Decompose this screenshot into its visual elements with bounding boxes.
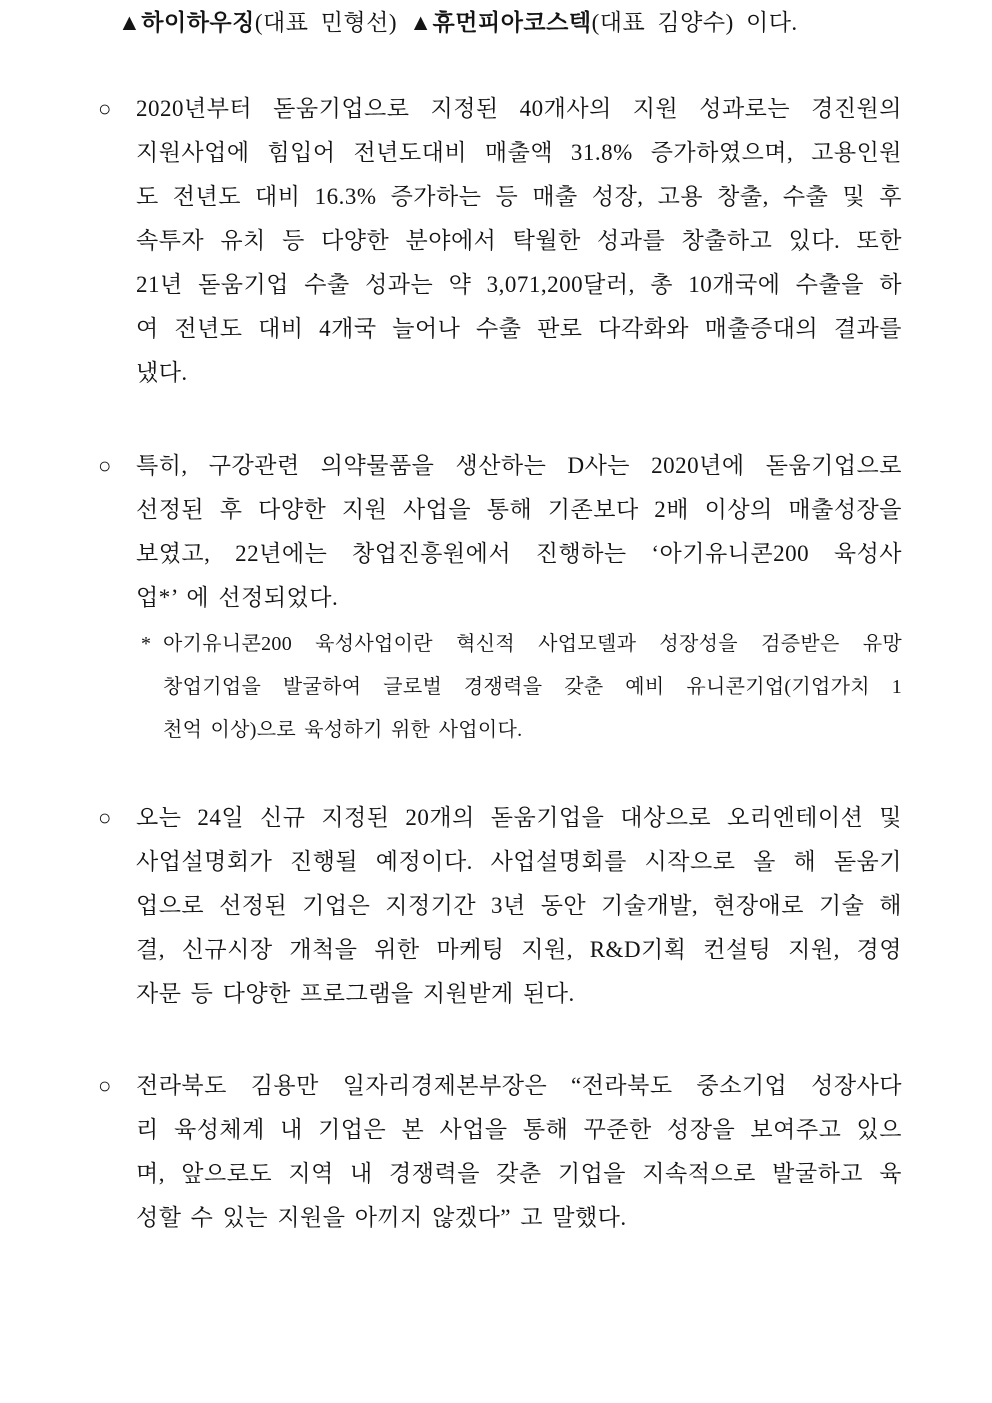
text-line: 보였고, 22년에는 창업진흥원에서 진행하는 ‘아기유니콘200 육성사 (136, 541, 902, 566)
text-line: 도 전년도 대비 16.3% 증가하는 등 매출 성장, 고용 창출, 수출 및 후 (136, 184, 902, 209)
company-name-bold: ▲휴먼피아코스텍 (409, 10, 592, 35)
text-line: 21년 돋움기업 수출 성과는 약 3,071,200달러, 총 10개국에 수출을 하 (136, 272, 902, 297)
text-line: 리 육성체계 내 기업은 본 사업을 통해 꾸준한 성장을 보여주고 있으 (136, 1117, 902, 1142)
footnote-line: 창업기업을 발굴하여 글로벌 경쟁력을 갖춘 예비 유니콘기업(기업가치 1 (163, 676, 902, 698)
company-list-line (118, 6, 902, 40)
bullet-circle-marker: ○ (98, 805, 112, 830)
bullet-paragraph-official-quote (96, 1064, 902, 1240)
text-line: 지원사업에 힘입어 전년도대비 매출액 31.8% 증가하였으며, 고용인원 (136, 140, 902, 165)
text-line: 2020년부터 돋움기업으로 지정된 40개사의 지원 성과로는 경진원의 (136, 96, 902, 121)
bullet-paragraph-orientation-plan (96, 796, 902, 1016)
bullet-circle-marker: ○ (98, 96, 112, 121)
text-line: 전라북도 김용만 일자리경제본부장은 “전라북도 중소기업 성장사다 (136, 1073, 902, 1098)
text-line: 업*’ 에 선정되었다. (136, 585, 339, 610)
text-line: 특히, 구강관련 의약물품을 생산하는 D사는 2020년에 돋움기업으로 (136, 453, 902, 478)
text-line: 결, 신규시장 개척을 위한 마케팅 지원, R&D기획 컨설팅 지원, 경영 (136, 937, 902, 962)
text-line: 성할 수 있는 지원을 아끼지 않겠다” 고 말했다. (136, 1205, 627, 1230)
bullet-paragraph-support-performance (96, 87, 902, 395)
footnote-line: 천억 이상)으로 육성하기 위한 사업이다. (163, 719, 523, 741)
text-line: 자문 등 다양한 프로그램을 지원받게 된다. (136, 981, 575, 1006)
text-line: 냈다. (136, 360, 188, 385)
footnote-line: 아기유니콘200 육성사업이란 혁신적 사업모델과 성장성을 검증받은 유망 (163, 633, 902, 655)
text-line: 속투자 유치 등 다양한 분야에서 탁월한 성과를 창출하고 있다. 또한 (136, 228, 902, 253)
footnote-block (136, 623, 902, 752)
text-line: 오는 24일 신규 지정된 20개의 돋움기업을 대상으로 오리엔테이션 및 (136, 805, 902, 830)
bullet-paragraph-d-company-case (96, 444, 902, 752)
company-name-bold: ▲하이하우징 (118, 10, 255, 35)
text-line: 여 전년도 대비 4개국 늘어나 수출 판로 다각화와 매출증대의 결과를 (136, 316, 902, 341)
footnote-asterisk-marker: * (141, 633, 152, 655)
text-line: 선정된 후 다양한 지원 사업을 통해 기존보다 2배 이상의 매출성장을 (136, 497, 902, 522)
text-line: 며, 앞으로도 지역 내 경쟁력을 갖춘 기업을 지속적으로 발굴하고 육 (136, 1161, 902, 1186)
company-ceo-text: (대표 김양수) 이다. (591, 10, 798, 35)
bullet-circle-marker: ○ (98, 1073, 112, 1098)
text-line: 업으로 선정된 기업은 지정기간 3년 동안 기술개발, 현장애로 기술 해 (136, 893, 902, 918)
text-line: 사업설명회가 진행될 예정이다. 사업설명회를 시작으로 올 해 돋움기 (136, 849, 902, 874)
bullet-circle-marker: ○ (98, 453, 112, 478)
company-ceo-text: (대표 민형선) (254, 10, 410, 35)
